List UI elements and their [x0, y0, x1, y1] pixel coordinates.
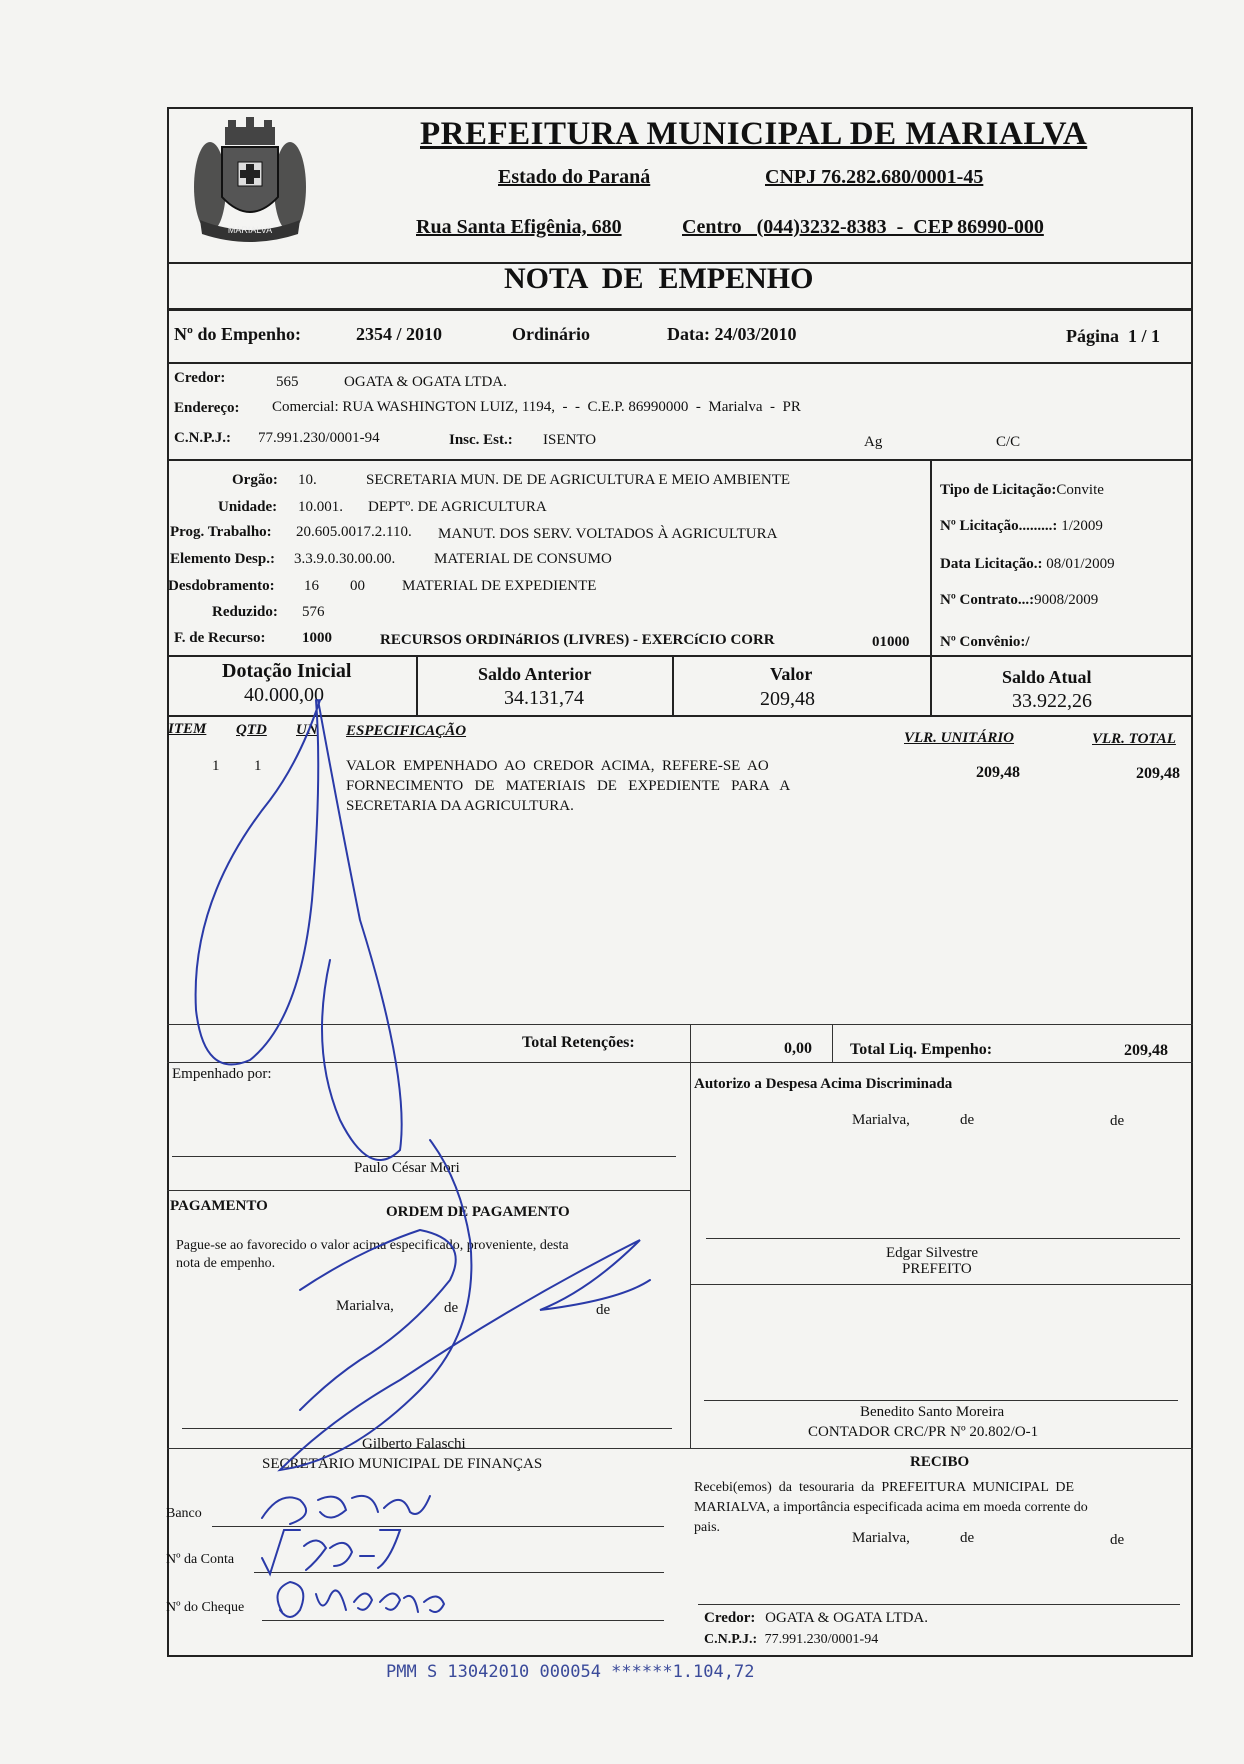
- insc-est-value: ISENTO: [543, 432, 597, 448]
- licitacao-number-label: [940, 518, 1103, 535]
- credor-cnpj-label: C.N.P.J.:: [174, 430, 231, 446]
- licitacao-number-caption: Nº Licitação.........:: [940, 518, 1058, 534]
- pagamento-place: Marialva,: [336, 1298, 394, 1314]
- recurso-label: F. de Recurso:: [174, 630, 266, 646]
- autorizo-place: Marialva,: [852, 1112, 910, 1128]
- licitacao-date-caption: Data Licitação.:: [940, 556, 1043, 572]
- prefeito-role: PREFEITO: [902, 1261, 972, 1277]
- valor-value: 209,48: [760, 688, 815, 710]
- unidade-label: Unidade:: [218, 499, 278, 515]
- item-qtd: 1: [254, 758, 262, 774]
- footer-stamp: PMM S 13042010 000054 ******1.104,72: [386, 1662, 755, 1682]
- contador-signer: Benedito Santo Moreira: [860, 1404, 1005, 1420]
- credor-code: 565: [276, 374, 299, 390]
- recibo-de2: de: [1110, 1532, 1125, 1548]
- col-especificacao: ESPECIFICAÇÃO: [346, 723, 467, 739]
- contrato-caption: Nº Contrato...:: [940, 592, 1035, 608]
- retencoes-value: 0,00: [784, 1040, 812, 1057]
- recibo-cnpj-label: C.N.P.J.:: [704, 1632, 758, 1647]
- endereco-label: Endereço:: [174, 400, 240, 416]
- item-number: 1: [212, 758, 220, 774]
- empenho-type: Ordinário: [512, 324, 591, 344]
- pagamento-de2: de: [596, 1302, 611, 1318]
- elemento-label: Elemento Desp.:: [170, 551, 275, 567]
- state-name: Estado do Paraná: [498, 166, 651, 188]
- col-vlr-total: VLR. TOTAL: [1092, 731, 1176, 747]
- recurso-code: 1000: [302, 630, 332, 646]
- elemento-code: 3.3.9.0.30.00.00.: [294, 551, 396, 567]
- credor-cnpj-value: 77.991.230/0001-94: [258, 430, 380, 446]
- prog-trabalho-label: Prog. Trabalho:: [170, 524, 272, 540]
- recibo-de1: de: [960, 1530, 975, 1546]
- liq-empenho-value: 209,48: [1124, 1042, 1168, 1059]
- account-label: C/C: [996, 434, 1021, 450]
- recibo-label: RECIBO: [910, 1454, 970, 1470]
- valor-label: Valor: [770, 664, 813, 684]
- svg-text:MARIALVA: MARIALVA: [227, 225, 273, 235]
- licitacao-date-value: 08/01/2009: [1046, 556, 1115, 572]
- insc-est-label: Insc. Est.:: [449, 432, 513, 448]
- saldo-atual-label: Saldo Atual: [1002, 667, 1092, 687]
- licitacao-type-caption: Tipo de Licitação:: [940, 482, 1057, 498]
- recibo-cnpj: [704, 1632, 878, 1648]
- prefeito-signer: Edgar Silvestre: [886, 1245, 979, 1261]
- empenhado-signer: Paulo César Mori: [354, 1160, 460, 1176]
- prog-trabalho-desc: MANUT. DOS SERV. VOLTADOS À AGRICULTURA: [438, 526, 778, 542]
- municipality-contact: Centro (044)3232-8383 - CEP 86990-000: [682, 216, 1044, 238]
- col-item: ITEM: [168, 721, 207, 737]
- item-total-value: 209,48: [1136, 765, 1180, 782]
- desdobramento-label: Desdobramento:: [168, 578, 275, 594]
- credor-label: Credor:: [174, 370, 226, 386]
- pagamento-text-line2: nota de empenho.: [176, 1256, 276, 1271]
- prog-trabalho-code: 20.605.0017.2.110.: [296, 524, 412, 540]
- unidade-desc: DEPTº. DE AGRICULTURA: [368, 499, 547, 515]
- recibo-credor: [704, 1610, 928, 1627]
- item-unit-value: 209,48: [976, 764, 1020, 781]
- recibo-credor-value: OGATA & OGATA LTDA.: [765, 1610, 929, 1626]
- recibo-line1: Recebi(emos) da tesouraria da PREFEITURA MUNICIPAL DE: [694, 1480, 1075, 1495]
- financas-signer: Gilberto Falaschi: [362, 1436, 466, 1452]
- col-un: UN: [296, 722, 318, 738]
- orgao-desc: SECRETARIA MUN. DE DE AGRICULTURA E MEIO AMBIENTE: [366, 472, 791, 488]
- municipality-cnpj: CNPJ 76.282.680/0001-45: [765, 166, 984, 188]
- dotacao-label: Dotação Inicial: [222, 660, 352, 682]
- autorizo-label: Autorizo a Despesa Acima Discriminada: [694, 1076, 953, 1092]
- empenho-number: 2354 / 2010: [356, 324, 443, 344]
- financas-role: SECRETÁRIO MUNICIPAL DE FINANÇAS: [262, 1456, 543, 1472]
- ordem-pagamento-label: ORDEM DE PAGAMENTO: [386, 1204, 570, 1220]
- credor-name: OGATA & OGATA LTDA.: [344, 374, 507, 390]
- licitacao-type-label: [940, 482, 1104, 499]
- saldo-atual-value: 33.922,26: [1012, 690, 1092, 712]
- contrato-label: [940, 592, 1098, 609]
- autorizo-de1: de: [960, 1112, 975, 1128]
- agency-label: Ag: [864, 434, 883, 450]
- empenhado-por-label: Empenhado por:: [172, 1066, 272, 1082]
- empenho-number-label: Nº do Empenho:: [174, 324, 301, 344]
- convenio-label: Nº Convênio:/: [940, 634, 1030, 650]
- pagamento-label: PAGAMENTO: [170, 1198, 268, 1214]
- unidade-code: 10.001.: [298, 499, 343, 515]
- licitacao-type-value: Convite: [1056, 482, 1104, 498]
- desdobramento-code1: 16: [304, 578, 319, 594]
- orgao-label: Orgão:: [232, 472, 278, 488]
- licitacao-date-label: [940, 556, 1115, 573]
- pagamento-de1: de: [444, 1300, 459, 1316]
- retencoes-label: Total Retenções:: [522, 1034, 635, 1051]
- coat-of-arms-seal: [180, 112, 320, 252]
- orgao-code: 10.: [298, 472, 317, 488]
- autorizo-de2: de: [1110, 1113, 1125, 1129]
- recibo-credor-label: Credor:: [704, 1610, 756, 1626]
- recibo-line2: MARIALVA, a importância especificada acima em moeda corrente do: [694, 1500, 1088, 1515]
- reduzido-value: 576: [302, 604, 325, 620]
- conta-label: Nº da Conta: [166, 1552, 235, 1567]
- recurso-code2: 01000: [872, 634, 910, 650]
- col-qtd: QTD: [236, 722, 267, 738]
- item-desc-line2: FORNECIMENTO DE MATERIAIS DE EXPEDIENTE PARA A: [346, 778, 791, 794]
- desdobramento-desc: MATERIAL DE EXPEDIENTE: [402, 578, 597, 594]
- saldo-anterior-value: 34.131,74: [504, 687, 584, 709]
- municipality-title: PREFEITURA MUNICIPAL DE MARIALVA: [420, 116, 1088, 152]
- dotacao-value: 40.000,00: [244, 684, 324, 706]
- pagamento-text-line1: Pague-se ao favorecido o valor acima especificado, proveniente, desta: [176, 1238, 569, 1253]
- liq-empenho-label: Total Liq. Empenho:: [850, 1041, 993, 1058]
- desdobramento-code2: 00: [350, 578, 365, 594]
- empenho-date: Data: 24/03/2010: [667, 324, 797, 344]
- recurso-desc: RECURSOS ORDINáRIOS (LIVRES) - EXERCíCIO CORR: [380, 632, 775, 648]
- licitacao-number-value: 1/2009: [1061, 518, 1103, 534]
- elemento-desc: MATERIAL DE CONSUMO: [434, 551, 612, 567]
- item-desc-line1: VALOR EMPENHADO AO CREDOR ACIMA, REFERE-SE AO: [346, 758, 769, 774]
- recibo-cnpj-value: 77.991.230/0001-94: [764, 1632, 879, 1647]
- col-vlr-unitario: VLR. UNITÁRIO: [904, 730, 1015, 746]
- cheque-label: Nº do Cheque: [166, 1600, 245, 1615]
- banco-label: Banco: [166, 1506, 202, 1521]
- contrato-value: 9008/2009: [1034, 592, 1099, 608]
- saldo-anterior-label: Saldo Anterior: [478, 664, 592, 684]
- page-number: Página 1 / 1: [1066, 326, 1161, 346]
- recibo-line3: pais.: [694, 1520, 721, 1535]
- endereco-value: Comercial: RUA WASHINGTON LUIZ, 1194, - - C.E.P. 86990000 - Marialva - PR: [272, 399, 801, 415]
- document-title: NOTA DE EMPENHO: [504, 262, 814, 295]
- item-desc-line3: SECRETARIA DA AGRICULTURA.: [346, 798, 574, 814]
- municipality-address: Rua Santa Efigênia, 680: [416, 216, 622, 238]
- recibo-place: Marialva,: [852, 1530, 910, 1546]
- reduzido-label: Reduzido:: [212, 604, 278, 620]
- contador-role: CONTADOR CRC/PR Nº 20.802/O-1: [808, 1424, 1039, 1440]
